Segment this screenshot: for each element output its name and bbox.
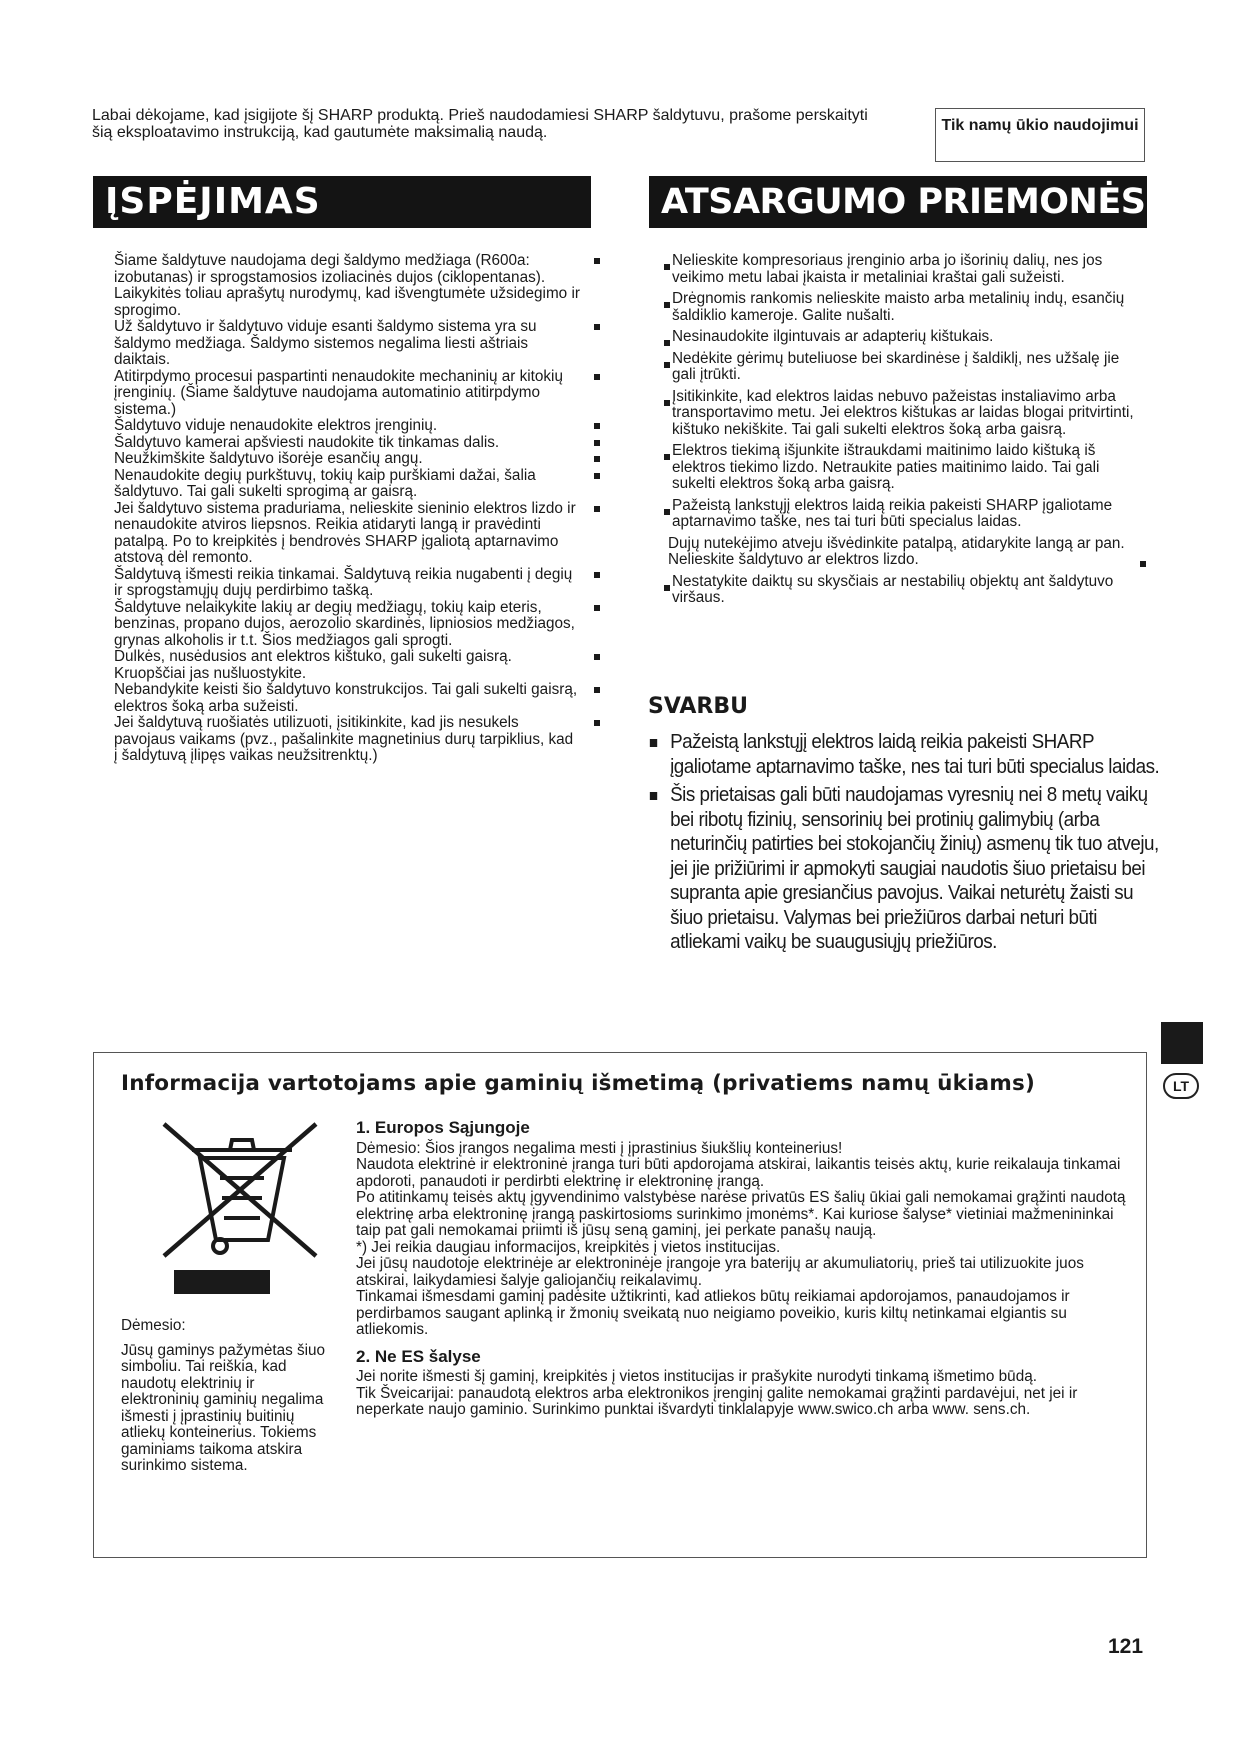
warning-item-text: Šaldytuve nelaikykite lakių ar degių medžiagų, tokių kaip eteris, benzinas, propano dujos, aerozolio skardinės, lipniosios medžiagos, grynas alkoholis ir t.t. Šios medžiagos gali sprogti.: [114, 598, 575, 649]
language-badge: LT: [1163, 1073, 1199, 1099]
important-item: [648, 783, 1167, 955]
warning-item: [114, 451, 600, 468]
caution-item-text: Drėgnomis rankomis nelieskite maisto arba metalinių indų, esančių šaldiklio kameroje. Galite nušalti.: [672, 290, 1125, 324]
bullet-square-icon: [664, 264, 670, 270]
non-eu-heading: 2. Ne ES šalyse: [356, 1346, 481, 1366]
warning-item: [114, 369, 600, 419]
caution-item: [664, 498, 1146, 531]
warning-item: [114, 435, 600, 452]
warning-item-text: Šaldytuvo kamerai apšviesti naudokite tik tinkamas dalis.: [114, 433, 500, 451]
caution-item: [664, 389, 1146, 439]
warning-item-text: Šiame šaldytuve naudojama degi šaldymo medžiaga (R600a: izobutanas) ir sprogstamosios izoliacinės dujos (ciklopentanas). Laikykitės toliau aprašytų nurodymų, kad išvengtumėte užsidegimo ir sprogimo.: [114, 252, 580, 319]
caution-banner: ATSARGUMO PRIEMONĖS: [649, 176, 1147, 228]
intro-text: Labai dėkojame, kad įsigijote šį SHARP produktą. Prieš naudodamiesi SHARP šaldytuvu, prašome perskaityti šią eksploatavimo instrukciją, kad gautumėte maksimalią naudą.: [92, 107, 868, 141]
bullet-square-icon: [594, 324, 600, 330]
warning-item-text: Neužkimškite šaldytuvo išorėje esančių angų.: [114, 450, 423, 467]
bullet-square-icon: [664, 509, 670, 515]
warning-item: [114, 600, 600, 650]
bullet-square-icon: [594, 605, 600, 611]
warning-item: [114, 682, 600, 715]
household-use-box: Tik namų ūkio naudojimui: [935, 108, 1145, 162]
bullet-square-icon: [594, 687, 600, 693]
important-list: [648, 730, 1160, 959]
warning-item-text: Atitirpdymo procesui paspartinti nenaudokite mechaninių ar kitokių įrenginių. (Šiame šaldytuve naudojama automatinio atitirpdymo sistema.): [114, 367, 563, 418]
bullet-square-icon: [594, 572, 600, 578]
warning-item-text: Nenaudokite degių purkštuvų, tokių kaip purškiami dažai, šalia šaldytuvo. Tai gali sukelti sprogimą ar gaisrą.: [114, 466, 536, 500]
caution-item: [664, 291, 1146, 324]
caution-item-text: Nelieskite kompresoriaus įrenginio arba jo išorinių dalių, nes jos veikimo metu labai įkaista ir metaliniai kraštai gali sužeisti.: [672, 252, 1103, 286]
non-eu-paragraph: Tik Šveicarijai: panaudotą elektros arba elektronikos įrenginį galite nemokamai grąžinti pardavėjui, net jei ir neperkate naujo gaminio. Surinkimo punktai išvardyti tinklalapyje www.swico.ch arba www. sens.ch.: [356, 1384, 1078, 1418]
important-item-text: Šis prietaisas gali būti naudojamas vyresnių nei 8 metų vaikų bei ribotų fizinių, sensorinių bei protinių galimybių (arba neturinčių patirties bei stokojančių žinių) asmenų tik tuo atveju, jei jie prižiūrimi ir apmokyti saugiai naudotis šiuo prietaisu bei supranta apie gresiančius pavojus. Vaikai neturėtų žaisti su šiuo prietaisu. Valymas bei priežiūros darbai neturi būti atliekami vaikų be suaugusiųjų priežiūros.: [670, 783, 1159, 953]
bullet-square-icon: [650, 792, 657, 800]
warning-item-text: Už šaldytuvo ir šaldytuvo viduje esanti šaldymo sistema yra su šaldymo medžiaga. Šaldymo sistemos negalima liesti aštriais daiktais.: [114, 318, 537, 368]
bullet-square-icon: [594, 654, 600, 660]
warning-item: [114, 253, 600, 319]
bullet-square-icon: [594, 423, 600, 429]
attention-note: [121, 1318, 331, 1475]
caution-item: [664, 443, 1146, 493]
eu-paragraph: *) Jei reikia daugiau informacijos, kreipkitės į vietos institucijas.: [356, 1238, 781, 1256]
caution-item-text: Įsitikinkite, kad elektros laidas nebuvo pažeistas instaliavimo arba transportavimo metu. Jei elektros kištukas ar laidas blogai pritvirtinti, kištuko nekiškite. Tai gali sukelti elektros šoką arba gaisrą.: [672, 387, 1134, 438]
page-number: 121: [1108, 1635, 1144, 1658]
bullet-square-icon: [594, 720, 600, 726]
attention-text: Jūsų gaminys pažymėtas šiuo simboliu. Tai reiškia, kad naudotų elektrinių ir elektroninių gaminių negalima išmesti į įprastinių buitinių atliekų konteinerius. Tokiems gaminiams taikoma atskira surinkimo sistema.: [121, 1341, 326, 1474]
bin-symbol-bar: [174, 1270, 270, 1294]
bullet-square-icon: [594, 473, 600, 479]
warning-item-text: Jei šaldytuvą ruošiatės utilizuoti, įsitikinkite, kad jis nesukels pavojaus vaikams (pvz., pašalinkite magnetinius durų tarpiklius, kad į šaldytuvą įlipęs vaikas neužsitrenktų.): [114, 714, 574, 764]
caution-list: [664, 253, 1146, 612]
eu-paragraph: Naudota elektrinė ir elektroninė įranga turi būti apdorojama atskirai, laikantis teisės aktų, kurie reikalauja tinkamai apdoroti, panaudoti ir perdirbti elektrinę ir elektroninę įrangą.: [356, 1156, 1121, 1190]
caution-item-text: Nedėkite gėrimų buteliuose bei skardinėse į šaldiklį, nes užšalę jie gali įtrūkti.: [672, 349, 1120, 383]
eu-paragraph: Jei jūsų naudotoje elektrinėje ar elektroninėje įrangoje yra baterijų ar akumuliatorių, prieš tai utilizuokite juos atskirai, laikydamiesi šalyje galiojančių reikalavimų.: [356, 1255, 1084, 1289]
non-eu-paragraph: Jei norite išmesti šį gaminį, kreipkitės į vietos institucijas ir prašykite nurodyti tinkamą išmetimo būdą.: [356, 1368, 1037, 1385]
caution-item-text: Nesinaudokite ilgintuvais ar adapterių kištukais.: [672, 328, 994, 345]
warning-item: [114, 468, 600, 501]
bullet-square-icon: [664, 302, 670, 308]
important-title: SVARBU: [648, 694, 748, 719]
attention-heading: Dėmesio:: [121, 1317, 186, 1334]
warning-item-text: Jei šaldytuvo sistema praduriama, nelieskite sieninio elektros lizdo ir nenaudokite atviros liepsnos. Reikia atidaryti langą ir pravėdinti patalpą. Po to kreipkitės į bendrovės SHARP įgaliotą aptarnavimo atstovą dėl remonto.: [114, 499, 576, 566]
disposal-title: Informacija vartotojams apie gaminių išmetimą (privatiems namų ūkiams): [121, 1071, 1036, 1096]
caution-item-text: Nestatykite daiktų su skysčiais ar nestabilių objektų ant šaldytuvo viršaus.: [672, 572, 1114, 606]
important-item: [648, 730, 1167, 779]
important-item-text: Pažeistą lankstųjį elektros laidą reikia pakeisti SHARP įgaliotame aptarnavimo taške, nes tai turi būti specialus laidas.: [670, 730, 1160, 778]
caution-item-text: Pažeistą lankstųjį elektros laidą reikia pakeisti SHARP įgaliotame aptarnavimo taške, nes tai turi būti specialus laidas.: [672, 496, 1113, 530]
bullet-square-icon: [594, 456, 600, 462]
warning-item: [114, 649, 600, 682]
bullet-square-icon: [664, 362, 670, 368]
caution-item: [664, 253, 1146, 286]
bullet-square-icon: [1140, 561, 1146, 567]
bullet-square-icon: [650, 739, 657, 747]
language-tab-block: [1161, 1022, 1203, 1064]
bullet-square-icon: [594, 506, 600, 512]
warning-item-text: Nebandykite keisti šio šaldytuvo konstrukcijos. Tai gali sukelti gaisrą, elektros šoką arba sužeisti.: [114, 681, 578, 715]
caution-item: [664, 574, 1146, 607]
bullet-square-icon: [664, 400, 670, 406]
crossed-out-wheelie-bin-icon: [160, 1120, 320, 1260]
eu-paragraph: Dėmesio: Šios įrangos negalima mesti į įprastinius šiukšlių konteinerius!: [356, 1139, 843, 1157]
eu-heading: 1. Europos Sąjungoje: [356, 1118, 530, 1137]
caution-item: [664, 329, 1146, 346]
warning-item: [114, 567, 600, 600]
warning-item-text: Dulkės, nusėdusios ant elektros kištuko, gali sukelti gaisrą. Kruopščiai jas nušluostykite.: [114, 648, 512, 682]
bullet-square-icon: [664, 340, 670, 346]
bullet-square-icon: [594, 440, 600, 446]
warning-list: [114, 253, 600, 765]
caution-item: [664, 351, 1146, 384]
caution-item-text: Elektros tiekimą išjunkite ištraukdami maitinimo laido kištuką iš elektros tiekimo lizdo. Netraukite paties maitinimo laido. Tai gali sukelti elektros šoką arba gaisrą.: [672, 442, 1100, 492]
warning-item: [114, 418, 600, 435]
warning-item-text: Šaldytuvo viduje nenaudokite elektros įrenginių.: [114, 417, 438, 434]
warning-banner: ĮSPĖJIMAS: [93, 176, 591, 228]
warning-item: [114, 319, 600, 369]
bullet-square-icon: [594, 374, 600, 380]
caution-item: [664, 536, 1146, 569]
caution-item-text: Dujų nutekėjimo atveju išvėdinkite patalpą, atidarykite langą ar pan. Nelieskite šaldytuvo ar elektros lizdo.: [668, 534, 1125, 568]
warning-item-text: Šaldytuvą išmesti reikia tinkamai. Šaldytuvą reikia nugabenti į degių ir sprogstamųjų dujų perdirbimo tašką.: [114, 565, 573, 599]
bullet-square-icon: [664, 454, 670, 460]
disposal-details: [356, 1120, 1134, 1419]
warning-item: [114, 715, 600, 765]
bullet-square-icon: [664, 585, 670, 591]
warning-item: [114, 501, 600, 567]
eu-paragraph: Po atitinkamų teisės aktų įgyvendinimo valstybėse narėse privatūs ES šalių ūkiai gali nemokamai grąžinti naudotą elektrinę arba elektroninę įrangą paskirtosioms surinkimo įmonėms*. Kai kuriose šalyse* vietiniai mažmenininkai taip pat gali nemokamai priimti iš jūsų seną gaminį, jei perkate panašų naują.: [356, 1189, 1126, 1239]
bullet-square-icon: [594, 258, 600, 264]
eu-paragraph: Tinkamai išmesdami gaminį padėsite užtikrinti, kad atliekos būtų reikiamai apdorojamos, panaudojamos ir perdirbamos saugant aplinką ir žmonių sveikatą nuo neigiamo poveikio, kuris kiltų netinkamai elgiantis su atliekomis.: [356, 1288, 1070, 1338]
